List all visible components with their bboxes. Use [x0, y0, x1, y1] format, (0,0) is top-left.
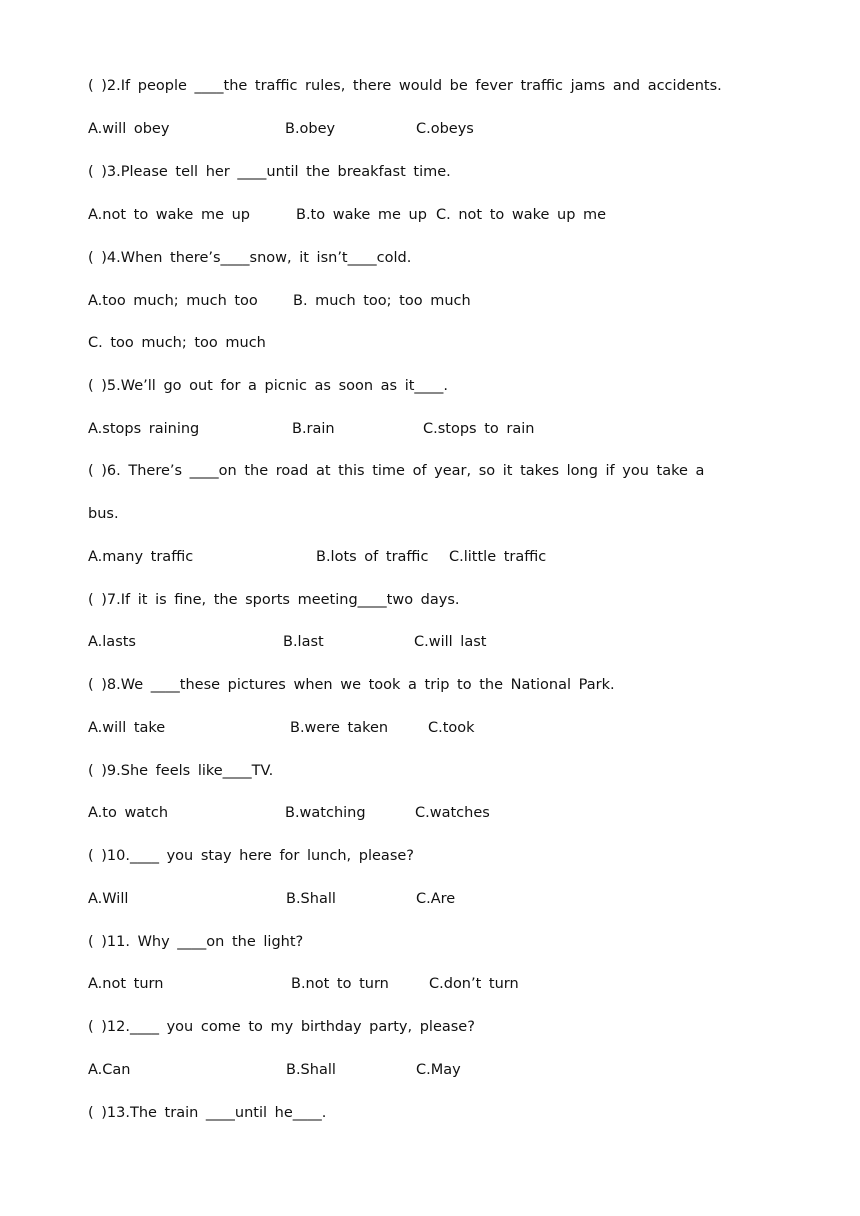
- question-6-stem-continued: bus.: [88, 506, 119, 522]
- option-a: A.to watch: [88, 805, 169, 821]
- question-7-options: [88, 630, 728, 654]
- question-7-stem: ( )7.If it is fine, the sports meeting____two days.: [88, 592, 460, 608]
- option-b: B.to wake me up: [296, 207, 427, 223]
- question-5-options: [88, 417, 728, 441]
- option-a: A.lasts: [88, 634, 136, 650]
- question-3-options: [88, 203, 728, 227]
- option-c: C. too much; too much: [88, 335, 266, 351]
- option-c: C.watches: [415, 805, 490, 821]
- question-3-stem: ( )3.Please tell her ____until the breakfast time.: [88, 164, 451, 180]
- question-6-stem: ( )6. There’s ____on the road at this time of year, so it takes long if you take a: [88, 463, 705, 479]
- question-12-stem: ( )12.____ you come to my birthday party, please?: [88, 1019, 475, 1035]
- question-2-stem: ( )2.If people ____the traffic rules, there would be fever traffic jams and accidents.: [88, 78, 722, 94]
- option-c: C. not to wake up me: [436, 207, 607, 223]
- option-a: A.will obey: [88, 121, 170, 137]
- option-a: A.Will: [88, 891, 129, 907]
- option-a: A.too much; much too: [88, 293, 258, 309]
- option-a: A.stops raining: [88, 421, 200, 437]
- question-4-stem: ( )4.When there’s____snow, it isn’t____cold.: [88, 250, 412, 266]
- option-b: B.not to turn: [291, 976, 389, 992]
- option-b: B.rain: [292, 421, 335, 437]
- option-a: A.not to wake me up: [88, 207, 250, 223]
- option-c: C.don’t turn: [429, 976, 519, 992]
- question-6-options: [88, 545, 728, 569]
- option-b: B.Shall: [286, 1062, 336, 1078]
- option-c: C.will last: [414, 634, 487, 650]
- option-c: C.took: [428, 720, 475, 736]
- question-8-options: [88, 716, 728, 740]
- option-c: C.little traffic: [449, 549, 547, 565]
- option-b: B.Shall: [286, 891, 336, 907]
- question-10-options: [88, 887, 728, 911]
- option-c: C.obeys: [416, 121, 474, 137]
- question-13-stem: ( )13.The train ____until he____.: [88, 1105, 327, 1121]
- question-4-option-c-line: [88, 331, 728, 355]
- question-10-stem: ( )10.____ you stay here for lunch, please?: [88, 848, 414, 864]
- option-a: A.not turn: [88, 976, 164, 992]
- question-12-options: [88, 1058, 728, 1082]
- question-11-options: [88, 972, 728, 996]
- option-c: C.stops to rain: [423, 421, 535, 437]
- question-2-options: [88, 117, 728, 141]
- option-a: A.will take: [88, 720, 166, 736]
- option-b: B.were taken: [290, 720, 389, 736]
- option-c: C.May: [416, 1062, 461, 1078]
- option-b: B.lots of traffic: [316, 549, 429, 565]
- question-4-options: [88, 289, 728, 313]
- option-c: C.Are: [416, 891, 456, 907]
- question-5-stem: ( )5.We’ll go out for a picnic as soon as it____.: [88, 378, 449, 394]
- option-b: B. much too; too much: [293, 293, 471, 309]
- option-b: B.last: [283, 634, 324, 650]
- option-b: B.watching: [285, 805, 366, 821]
- option-a: A.many traffic: [88, 549, 194, 565]
- question-11-stem: ( )11. Why ____on the light?: [88, 934, 304, 950]
- question-9-stem: ( )9.She feels like____TV.: [88, 763, 274, 779]
- question-8-stem: ( )8.We ____these pictures when we took a trip to the National Park.: [88, 677, 615, 693]
- option-a: A.Can: [88, 1062, 131, 1078]
- option-b: B.obey: [285, 121, 336, 137]
- question-9-options: [88, 801, 728, 825]
